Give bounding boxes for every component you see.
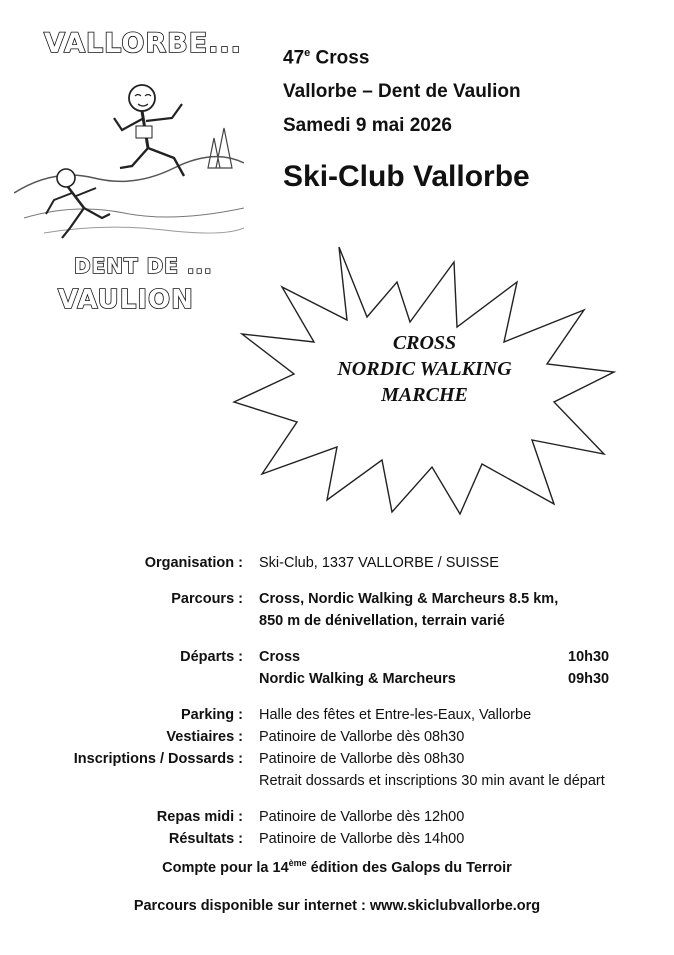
departs-row-2 <box>0 671 674 693</box>
parcours-value-2: 850 m de dénivellation, terrain varié <box>259 613 505 629</box>
departs-row <box>0 649 674 671</box>
departs-label: Départs : <box>180 649 243 665</box>
burst-nordic-walking: NORDIC WALKING <box>337 358 512 380</box>
inscriptions-row-2 <box>0 773 674 795</box>
resultats-value: Patinoire de Vallorbe dès 14h00 <box>259 831 465 847</box>
internet-note: Parcours disponible sur internet : www.skiclubvallorbe.org <box>133 898 541 914</box>
vestiaires-row <box>0 729 674 751</box>
runner-illustration <box>14 18 244 318</box>
parcours-label: Parcours : <box>171 591 243 607</box>
edition-number: 47 <box>283 47 305 69</box>
organisation-value: Ski-Club, 1337 VALLORBE / SUISSE <box>259 555 499 571</box>
event-date: Samedi 9 mai 2026 <box>283 115 452 137</box>
event-logo <box>14 18 244 318</box>
galops-before: Compte pour la 14 <box>162 859 289 876</box>
galops-after: édition des Galops du Terroir <box>306 859 512 876</box>
parcours-row-2 <box>0 613 674 635</box>
starburst-text <box>232 330 617 408</box>
edition-title <box>283 36 521 75</box>
inscriptions-value-1: Patinoire de Vallorbe dès 08h30 <box>259 751 465 767</box>
logo-dent-de: DENT DE ... <box>74 254 213 278</box>
route-title: Vallorbe – Dent de Vaulion <box>283 81 521 103</box>
resultats-label: Résultats : <box>168 831 243 847</box>
repas-row <box>0 809 674 831</box>
event-header <box>283 36 521 143</box>
galops-note <box>0 858 674 876</box>
organisation-label: Organisation : <box>144 555 243 571</box>
depart-nordic-time: 09h30 <box>568 671 610 687</box>
repas-label: Repas midi : <box>156 809 243 825</box>
depart-nordic-name: Nordic Walking & Marcheurs <box>259 671 456 687</box>
galops-sup: ème <box>288 858 307 868</box>
parking-row <box>0 707 674 729</box>
inscriptions-row <box>0 751 674 773</box>
parcours-row <box>0 591 674 613</box>
repas-value: Patinoire de Vallorbe dès 12h00 <box>259 809 465 825</box>
burst-cross: CROSS <box>392 332 457 354</box>
logo-vallorbe: VALLORBE... <box>44 28 242 59</box>
vestiaires-value: Patinoire de Vallorbe dès 08h30 <box>259 729 465 745</box>
parking-label: Parking : <box>180 707 243 723</box>
edition-sup: e <box>304 47 311 59</box>
inscriptions-label: Inscriptions / Dossards : <box>73 751 243 767</box>
resultats-row <box>0 831 674 853</box>
event-info <box>0 555 674 853</box>
parcours-value-1: Cross, Nordic Walking & Marcheurs 8.5 km, <box>259 591 559 607</box>
logo-vaulion: VAULION <box>58 285 194 315</box>
depart-cross-time: 10h30 <box>568 649 610 665</box>
vestiaires-label: Vestiaires : <box>166 729 243 745</box>
inscriptions-value-2: Retrait dossards et inscriptions 30 min avant le départ <box>259 773 605 789</box>
organisation-row <box>0 555 674 577</box>
club-name: Ski-Club Vallorbe <box>283 160 530 193</box>
parking-value: Halle des fêtes et Entre-les-Eaux, Vallorbe <box>259 707 532 723</box>
burst-marche: MARCHE <box>381 384 468 406</box>
depart-cross-name: Cross <box>259 649 301 665</box>
edition-word: Cross <box>310 47 370 69</box>
